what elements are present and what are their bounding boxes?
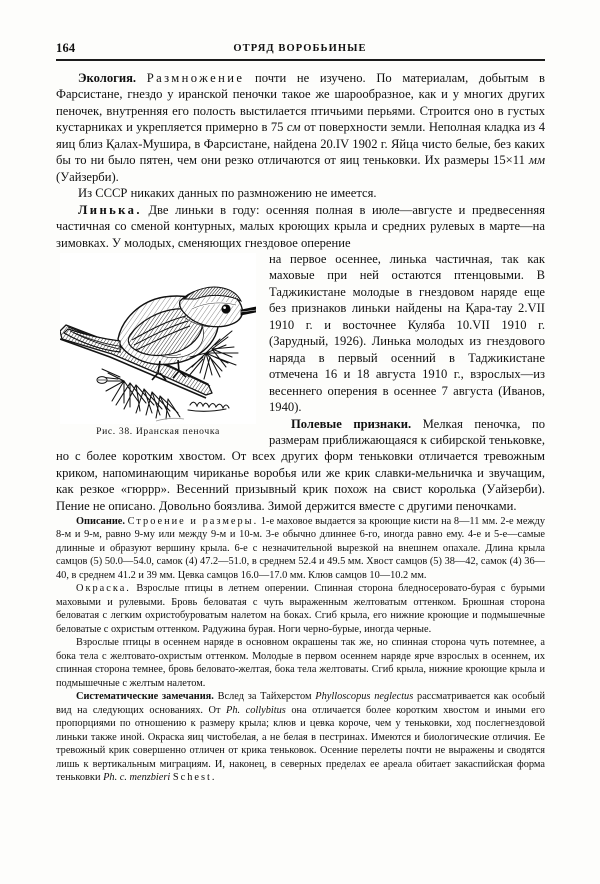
field-marks-text: Мелкая пеночка, по размерам приближающаяся к сибирской теньковке, но с более коротким хвостом. От всех других форм теньковки отличается тревожным криком, напоминающим чириканье воробья или же крик славки-мельничка и звучащим, как резкое «гюррр». Весенний призывный крик похож на свист королька (Уайзерби). Пение не описано. Довольно боязлива. Зимой держится вместе с другими пеночками. xyxy=(56,416,545,513)
molt-text-1: Две линьки в году: осенняя полная в июле—августе и предвесенняя частичная со сменой контурных, малых кроющих крыла и средних рулевых в марте—на зимовках. У молодых, сменяющих гнездовое оперение xyxy=(56,202,545,250)
paragraph-molt-wrapped: на первое осеннее, линька частичная, так как маховые при ней остаются птенцовыми. В Таджикистане молодые в гнездовом наряде еще без признаков линьки найдены на Қара-тау 2.VII 1910 г. и восточнее Куляба 10.VII 1910 г. (Зарудный, 1926). Линька молодых из гнездового наряда в первый осенний в Таджикистане отмечена 16 и 18 августа 1910 г., взрослых—из весеннего оперения в осеннее 7 августа (Иванов, 1940). xyxy=(269,251,545,415)
paragraph-coloration-2: Взрослые птицы в осеннем наряде в основном окрашены так же, но спинная сторона чуть потемнее, а бока тела с желтовато-охристым оттенком. Молодые в первом осеннем наряде ярче взрослых в осеннем, их спинная сторона темнее, бровь беловато-желтая, бока тела желтоваты. Сгиб крыла, нижние кроющие крыла и подмышечные с желтым налетом. xyxy=(56,637,545,689)
heading-systematics: Систематические замечания. xyxy=(76,691,214,703)
unit-cm: см xyxy=(286,120,301,135)
unit-mm: мм xyxy=(528,153,545,168)
systematics-text-2: рассматривается как особый вид на следующих основаниях. От xyxy=(56,691,545,716)
paragraph-molt xyxy=(56,202,545,251)
heading-field-marks: Полевые признаки. xyxy=(291,416,412,431)
subheading-structure-size: Строение и размеры. xyxy=(127,515,259,527)
paragraph-ussr-note: Из СССР никаких данных по размножению не имеется. xyxy=(78,186,377,201)
subheading-coloration: Окраска. xyxy=(76,583,131,595)
ecology-text-1: почти не изучено. По материалам, добытым в Фарсистане, гнездо у иранской пеночки такое же шарообразное, как и у многих других пеночек, внутренняя его полость выстилается птичьими перьями. Строится оно в густых кустарниках и укрепляется примерно в 75 xyxy=(56,71,545,135)
paragraph-ecology xyxy=(56,70,545,185)
subheading-reproduction: Размножение xyxy=(146,71,245,85)
heading-ecology: Экология. xyxy=(78,71,137,85)
text-column xyxy=(56,70,545,785)
ecology-text-2: от поверхности земли. Неполная кладка из 4 яиц близ Қалах-Мушира, в Фарсистане, найдена 20.IV 1902 г. Яйца чисто белые, без каких бы то ни было пятен, чем они резко отличаются от яиц теньковки. Их размеры 15×11 xyxy=(56,120,545,168)
paragraph-description xyxy=(56,515,545,583)
systematics-text-3: она отличается более коротким хвостом и иными его пропорциями по отношению к размеру крыла; клюв и цевка короче, чем у теньковки, ход послегнездовой линьки также иной. Окраска яиц чистобелая, а не белая в пестринах. Имеются и биологические отличия. Ее тревожный крик совершенно отличен от крика теньковок. Осенние перелеты почти не выражены и сводятся лишь к вертикальным миграциям. И, наконец, в северных пределах ее ареала обитает закаспийская форма теньковки xyxy=(56,704,545,784)
header-rule xyxy=(56,59,545,61)
heading-description: Описание. xyxy=(76,515,125,527)
paragraph-systematics xyxy=(56,690,545,785)
species-author-schest: Schest. xyxy=(172,772,217,784)
species-name-menzbieri: Ph. c. menzbieri xyxy=(103,772,171,784)
description-text: 1-е маховое выдается за кроющие кисти на 8—11 мм. 2-е между 8-м и 9-м, равно 9-му или между 9-м и 10-м. 3-е обычно длиннее 6-го, иногда равно ему. 4-е и 5-е—самые длинные и образуют вершину крыла. 6-е с незначительной вырезкой на внешнем опахале. Длина крыла самцов (5) 50.0—54.0, самок (4) 47.2—51.0, в среднем 52.4 и 49.5 мм. Хвост самцов (5) 38—42, самок (4) 36—40, в среднем 41.2 и 39 мм. Цевка самцов 16.0—17.0 мм. Клюв самцов 10—10.2 мм. xyxy=(56,515,545,581)
ecology-text-3: (Уайзерби). xyxy=(56,169,119,184)
heading-molt: Линька. xyxy=(78,202,142,217)
species-name-neglectus: Phylloscopus neglectus xyxy=(315,691,414,703)
bird-engraving-icon xyxy=(60,253,256,424)
coloration-text-1: Взрослые птицы в летнем оперении. Спинная сторона бледносеровато-бурая с бурыми маховыми и рулевыми. Бровь беловатая с чуть выраженным желтоватым оттенком. Брюшная сторона беловатая с легким охристобуроватым налетом на боках. Сгиб крыла, его нижние кроющие и подмышечные беловатые с охристым оттенком. Радужина бурая. Ноги черно-бурые, иногда черные. xyxy=(56,583,545,635)
figure-iranian-chiffchaff xyxy=(56,253,259,438)
running-title: ОТРЯД ВОРОБЬИНЫЕ xyxy=(233,43,367,54)
systematics-text-1: Вслед за Тайхерстом xyxy=(213,691,316,703)
running-head xyxy=(56,41,544,57)
paragraph-coloration xyxy=(56,582,545,636)
species-name-collybitus: Ph. collybitus xyxy=(226,704,286,716)
figure-caption: Рис. 38. Иранская пеночка xyxy=(96,425,220,437)
page-number: 164 xyxy=(56,41,76,55)
